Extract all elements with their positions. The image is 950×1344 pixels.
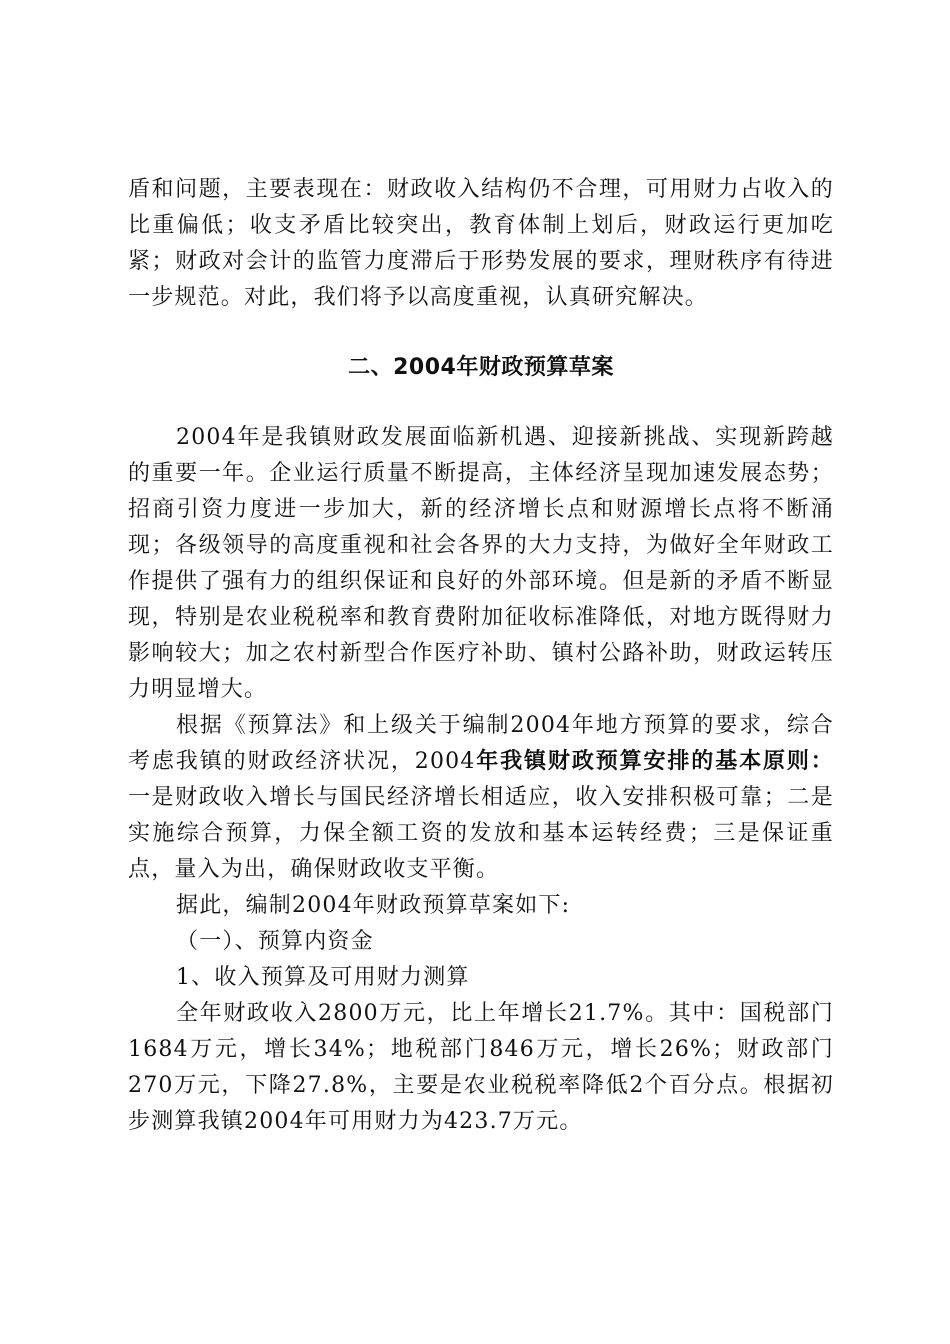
principles-detail-text: 一是财政收入增长与国民经济增长相适应，收入安排积极可靠；二是实施综合预算，力保全额工资的发放和基本运转经费；三是保证重点，量入为出，确保财政收支平衡。: [128, 785, 834, 882]
subheading-budget-funds: （一）、预算内资金: [176, 929, 374, 954]
section-heading: 二、2004年财政预算草案: [348, 355, 614, 380]
paragraph-revenue-figures: 全年财政收入2800万元，比上年增长21.7%。其中：国税部门1684万元，增长34%；地税部门846万元，增长26%；财政部门270万元，下降27.8%，主要是农业税税率降低2个百分点。根据初步测算我镇2004年可用财力为423.7万元。: [128, 1001, 834, 1134]
paragraph-outlook: 2004年是我镇财政发展面临新机遇、迎接新挑战、实现新跨越的重要一年。企业运行质量不断提高，主体经济呈现加速发展态势；招商引资力度进一步加大，新的经济增长点和财源增长点将不断涌现；各级领导的高度重视和社会各界的大力支持，为做好全年财政工作提供了强有力的组织保证和良好的外部环境。但是新的矛盾不断显现，特别是农业税税率和教育费附加征收标准降低，对地方既得财力影响较大；加之农村新型合作医疗补助、镇村公路补助，财政运转压力明显增大。: [128, 425, 834, 702]
principles-intro-text: 根据《预算法》和上级关于编制2004年地方预算的要求，综合考虑我镇的财政经济状况，2004: [128, 713, 834, 774]
subheading-revenue-forecast: 1、收入预算及可用财力测算: [176, 965, 470, 990]
intro-paragraph: 盾和问题，主要表现在：财政收入结构仍不合理，可用财力占收入的比重偏低；收支矛盾比较突出，教育体制上划后，财政运行更加吃紧；财政对会计的监管力度滞后于形势发展的要求，理财秩序有待进一步规范。对此，我们将予以高度重视，认真研究解决。: [128, 177, 834, 310]
document-page: [128, 172, 834, 1140]
paragraph-draft-intro: 据此，编制2004年财政预算草案如下:: [176, 893, 571, 918]
principles-bold-text: 年我镇财政预算安排的基本原则：: [475, 749, 834, 774]
paragraph-principles: [128, 708, 834, 888]
